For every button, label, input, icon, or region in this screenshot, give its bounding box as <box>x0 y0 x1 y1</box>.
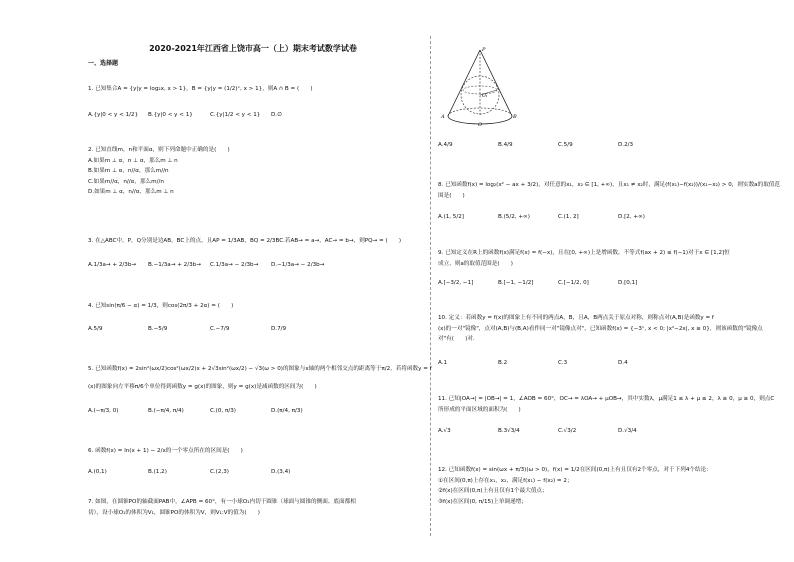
option-c: C.5/9 <box>558 142 573 148</box>
option-c: C.1/3a→ − 2/3b→ <box>210 262 259 268</box>
option-d: D.如果m ⊥ α，n//α，那么m ⊥ n <box>88 189 174 195</box>
question-text-1: 7. 如图，在圆锥PO的轴截面PAB中，∠APB = 60°，有一小球O₁内切于圆锥（球面与圆锥的侧面、底面都相 <box>88 499 356 505</box>
question-text: 12. 已知函数f(x) = sin(ωx + π/3)(ω > 0)，f(x) = 1/2在区间(0,π)上有且仅有2个零点，对于下列4个结论： <box>438 467 712 473</box>
question-text-2: 切），设小球O₁的体积为V₁，圆锥PO的体积为V，则V₁:V的值为( ) <box>88 509 260 516</box>
question-text-2: 成立，则a的取值范围是( ) <box>438 260 513 267</box>
question-text-2: (x)的图象向左平移π/6个单位得到函数y = g(x)的图象，则y = g(x)是减函数的区间为( ) <box>88 383 317 390</box>
option-a: A.1 <box>438 360 448 366</box>
option-a: A.{y|0 < y < 1/2} <box>88 112 139 118</box>
question-text: 6. 函数f(x) = ln(x + 1) − 2/x的一个零点所在的区间是( ) <box>88 448 243 454</box>
option-a: A.(−π/3, 0) <box>88 408 119 414</box>
question-text: 4. 已知sin(π/6 − α) = 1/3，则cos(2π/3 + 2α) = ( ) <box>88 303 234 309</box>
page-title: 2020-2021年江西省上饶市高一（上）期末考试数学试卷 <box>149 44 357 53</box>
question-5 <box>88 364 432 392</box>
option-d: D.(π/4, π/3) <box>271 408 303 414</box>
question-text-2: 围是( ) <box>438 192 465 199</box>
question-10-options <box>438 360 738 370</box>
option-a: A.(0,1) <box>88 469 107 475</box>
question-9-options <box>438 280 738 290</box>
question-2 <box>88 145 428 198</box>
column-divider <box>430 36 431 536</box>
option-d: D.[2, +∞) <box>618 214 645 220</box>
question-text: 3. 在△ABC中，P，Q分别是边AB，BC上的点，且AP = 1/3AB，BQ = 2/3BC.若AB→ = a→，AC→ = b→，则PQ→ = ( ) <box>88 238 402 244</box>
option-c: C.(2,3) <box>210 469 229 475</box>
question-9 <box>438 248 778 269</box>
question-4-options <box>88 326 388 336</box>
option-d: D.(3,4) <box>271 469 291 475</box>
label-p: P <box>482 47 486 53</box>
question-text-3: 对"有( )对. <box>438 336 475 342</box>
option-b: B.如果m ⊥ α，n//α，那么m//n <box>88 168 169 174</box>
question-1-options <box>88 112 388 122</box>
option-a: A.4/9 <box>438 142 453 148</box>
question-3 <box>88 236 428 247</box>
option-d: D.∅ <box>271 112 282 118</box>
question-7 <box>88 497 428 518</box>
question-11-options <box>438 428 738 438</box>
question-12 <box>438 465 778 507</box>
option-d: D.−1/3a→ − 2/3b→ <box>271 262 325 268</box>
option-d: D.√3/4 <box>618 428 637 434</box>
option-c: C.√3/2 <box>558 428 577 434</box>
option-d: D.[0,1] <box>618 280 638 286</box>
option-b: B.[−1, −1/2] <box>498 280 534 286</box>
option-a: A.5/9 <box>88 326 103 332</box>
option-d: D.4 <box>618 360 628 366</box>
option-c: C.如果m//α，n//α，那么m//n <box>88 178 164 185</box>
question-1 <box>88 84 428 95</box>
option-a: A.[−3/2, −1] <box>438 280 474 286</box>
option-b: B.−1/3a→ + 2/3b→ <box>148 262 201 268</box>
option-c: C.3 <box>558 360 568 366</box>
question-text-1: 8. 已知函数f(x) = log₂(x² − ax + 3/2)，对任意的x₁，x₂ ∈ [1, +∞)，且x₁ ≠ x₂时，满足(f(x₁)−f(x₂))/(x₁−x₂) > 0，则实数a的取值范 <box>438 182 780 188</box>
label-o1: O₁ <box>482 94 488 99</box>
question-text: 2. 已知直线m，n和平面α，则下列命题中正确的是( ) <box>88 147 230 153</box>
question-6 <box>88 446 428 457</box>
option-b: B.3√3/4 <box>498 428 520 434</box>
question-10 <box>438 313 778 345</box>
question-3-options <box>88 262 388 272</box>
question-6-options <box>88 469 388 479</box>
question-7-options <box>438 142 738 152</box>
question-text-2: (x)的一对"镜像"，点对(A,B)与(B,A)看作同一对"镜像点对"，已知函数f(x) = {−3ˣ, x < 0; |x²−2x|, x ≥ 0}，则该函数的"镜像点 <box>438 325 763 332</box>
question-text-1: 9. 已知定义在R上的函数f(x)满足f(x) = f(−x)，且在[0, +∞)上是增函数，不等式f(ax + 2) ≤ f(−1)对于x ∈ [1,2]恒 <box>438 250 730 256</box>
option-d: D.7/9 <box>271 326 287 332</box>
option-a: A.1/3a→ + 2/3b→ <box>88 262 137 268</box>
option-c: C.−7/9 <box>210 326 230 332</box>
option-b: B.2 <box>498 360 508 366</box>
question-text: 1. 已知集合A = {y|y = log₂x, x > 1}，B = {y|y = (1/2)ˣ, x > 1}，则A ∩ B = ( ) <box>88 86 313 92</box>
option-b: B.(−π/4, π/4) <box>148 408 184 414</box>
label-b: B <box>513 114 517 120</box>
question-8 <box>438 180 778 201</box>
option-c: C.[−1/2, 0] <box>558 280 589 286</box>
question-5-options <box>88 408 388 418</box>
option-d: D.2/3 <box>618 142 634 148</box>
option-b: B.{y|0 < y < 1} <box>148 112 193 118</box>
question-text-1: 10. 定义：若函数y = f(x)的图象上有不同的两点A，B，且A，B两点关于原点对称，则称点对(A,B)是函数y = f <box>438 315 714 321</box>
statement-3: ③f(x)在区间(0, π/15)上单调递增； <box>438 498 527 505</box>
option-a: A.√3 <box>438 428 451 434</box>
question-text-1: 11. 已知|OA→| = |OB→| = 1，∠AOB = 60°，OC→ = λOA→ + μOB→，其中实数λ，μ满足1 ≤ λ + μ ≤ 2，λ ≥ 0，μ ≥ 0，则点C <box>438 396 775 402</box>
section-heading: 一、选择题 <box>88 60 119 67</box>
statement-2: ②f(x)在区间(0,π)上有且仅有1个最大值点； <box>438 488 548 494</box>
question-8-options <box>438 214 738 224</box>
statement-1: ①在区间(0,π)上存在x₁，x₂，满足f(x₁) − f(x₂) = 2； <box>438 477 573 484</box>
option-a: A.如果m ⊥ α，n ⊥ α，那么m ⊥ n <box>88 157 178 164</box>
cone-figure <box>440 44 520 134</box>
question-text-2: 所形成的平面区域的面积为( ) <box>438 406 521 413</box>
label-a: A <box>441 114 445 120</box>
label-o: O <box>478 122 483 128</box>
option-c: C.{y|1/2 < y < 1} <box>210 112 261 118</box>
option-b: B.−5/9 <box>148 326 168 332</box>
question-4 <box>88 301 428 312</box>
option-b: B.(5/2, +∞) <box>498 214 530 220</box>
cone-diagram <box>440 44 520 134</box>
question-text-1: 5. 已知函数f(x) = 2sin²(ωx/2)cos²(ωx/2)x + 2√3sin²(ωx/2) − √3(ω > 0)的图象与x轴的两个相邻交点的距离等于π/2，若将函数y = f <box>88 366 432 372</box>
option-c: C.(1, 2] <box>558 214 579 220</box>
option-b: B.4/9 <box>498 142 513 148</box>
option-a: A.(1, 5/2] <box>438 214 464 220</box>
option-b: B.(1,2) <box>148 469 167 475</box>
question-11 <box>438 394 778 415</box>
option-c: C.(0, π/3) <box>210 408 236 414</box>
